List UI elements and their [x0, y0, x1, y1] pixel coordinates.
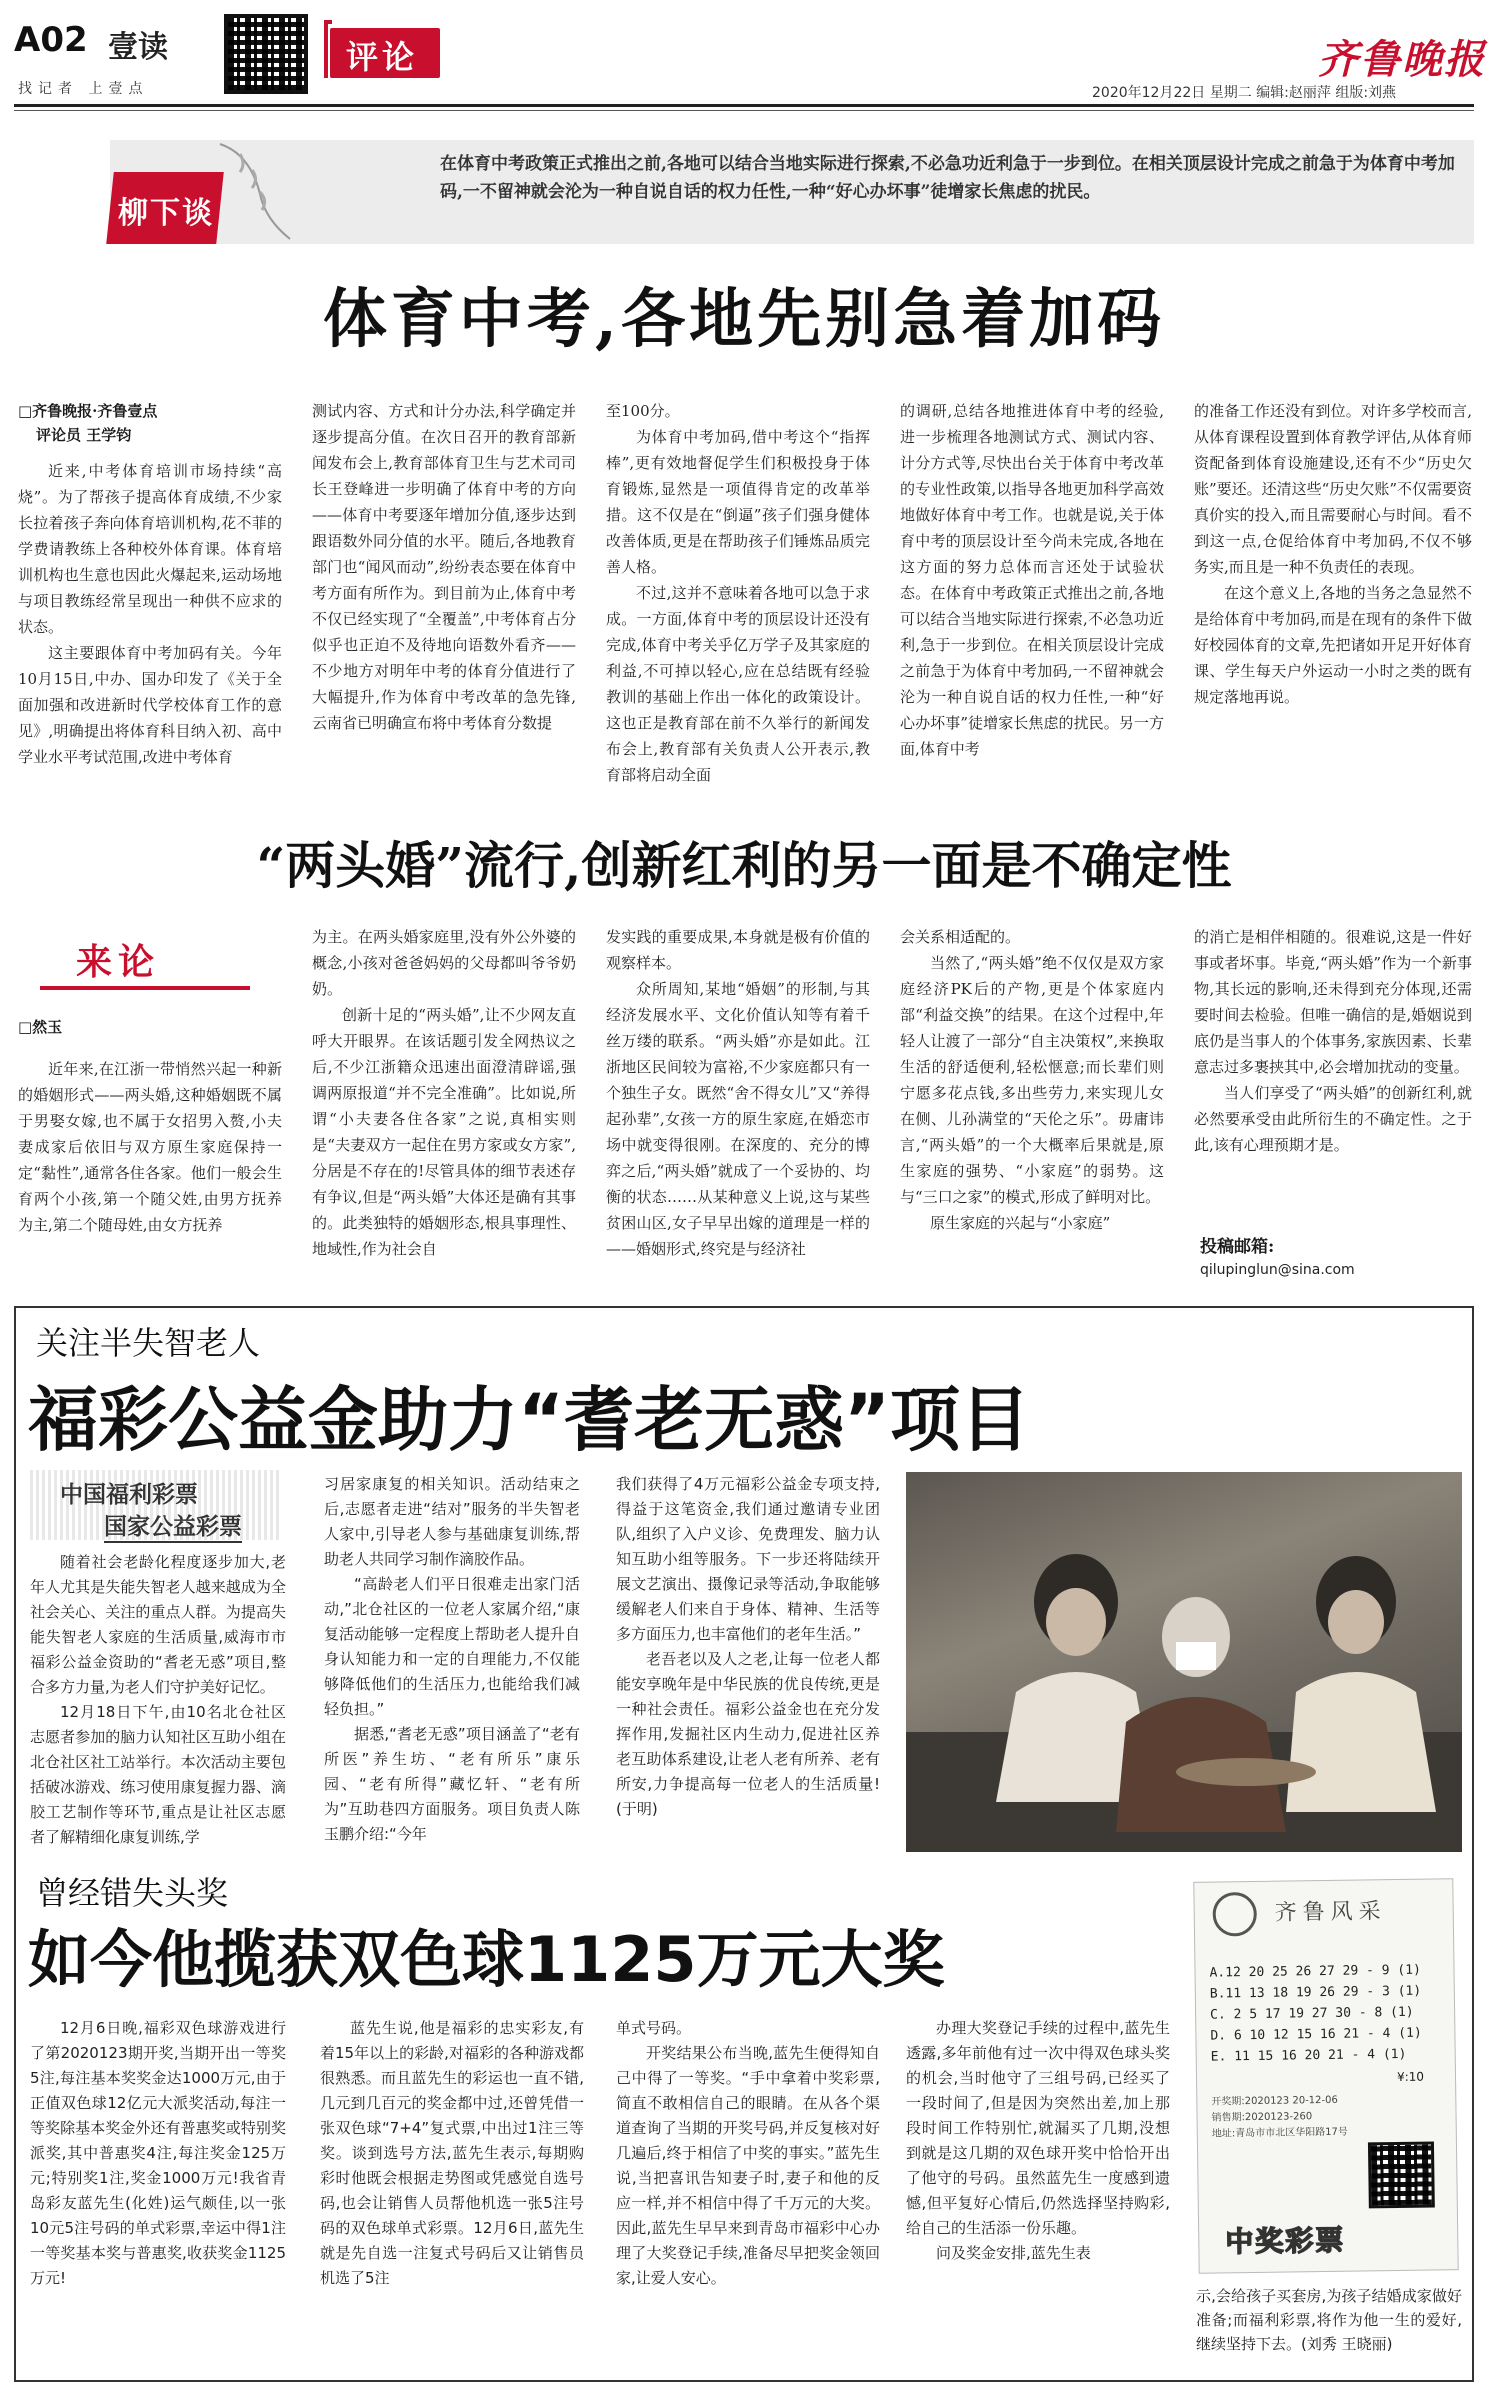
- paragraph: 在这个意义上,各地的当务之急显然不是给体育中考加码,而是在现有的条件下做好校园体育的文章,先把诸如开足开好体育课、学生每天户外运动一小时之类的既有规定落地再说。: [1194, 584, 1472, 706]
- tagline: 找记者 上壹点: [18, 81, 149, 97]
- paragraph: 问及奖金安排,蓝先生表: [936, 2244, 1091, 2262]
- banner-summary: 在体育中考政策正式推出之前,各地可以结合当地实际进行探索,不必急功近利急于一步到位。在相关顶层设计完成之前急于为体育中考加码,一不留神就会沦为一种自说自话的权力任性,一种“好心办坏事”徒增家长焦虑的扰民。: [440, 154, 1455, 202]
- ticket-total: ¥:10: [1396, 2069, 1425, 2085]
- paragraph: 开奖结果公布当晚,蓝先生便得知自己中得了一等奖。“手中拿着中奖彩票,简直不敢相信自己的眼睛。在从各个渠道查询了当期的开奖号码,并反复核对好几遍后,终于相信了中奖的事实。”蓝先生说,当把喜讯告知妻子时,妻子和他的反应一样,并不相信中得了千万元的大奖。因此,蓝先生早早来到青岛市福彩中心办理了大奖登记手续,准备尽早把奖金领回家,让爱人安心。: [616, 2044, 880, 2287]
- article4-col1: [30, 2016, 286, 2291]
- contact-email[interactable]: qilupinglun@sina.com: [1200, 1262, 1355, 1278]
- page-number: A02: [14, 20, 88, 60]
- masthead-rule: [14, 104, 1474, 107]
- article1-byline-2: 评论员 王学钧: [36, 426, 132, 444]
- lottery-ticket: [1193, 1878, 1458, 2274]
- article2-label: 来论: [76, 941, 161, 983]
- ticket-qr-icon: [1368, 2141, 1435, 2208]
- article4-kicker: 曾经错失头奖: [36, 1874, 229, 1912]
- ticket-row: D. 6 10 12 15 16 21 - 4 (1): [1210, 2025, 1422, 2044]
- article1-col3: [606, 398, 870, 788]
- paragraph: 当人们享受了“两头婚”的创新红利,就必然要承受由此所衍生的不确定性。之于此,该有心理预期才是。: [1194, 1084, 1472, 1154]
- paragraph: 近年来,在江浙一带悄然兴起一种新的婚姻形式——两头婚,这种婚姻既不属于男娶女嫁,也不属于女招男入赘,小夫妻成家后依旧与双方原生家庭保持一定“黏性”,通常各住各家。他们一般会生育两个小孩,第一个随父姓,由男方抚养为主,第二个随母姓,由女方抚养: [18, 1060, 282, 1234]
- article3-col2: [324, 1472, 580, 1847]
- paragraph: 测试内容、方式和计分办法,科学确定并逐步提高分值。在次日召开的教育部新闻发布会上,教育部体育卫生与艺术司司长王登峰进一步明确了体育中考的方向——体育中考要逐年增加分值,逐步达到跟语数外同分值的水平。随后,各地教育部门也“闻风而动”,纷纷表态要在体育中考方面有所作为。到目前为止,体育中考不仅已经实现了“全覆盖”,中考体育占分似乎也正迫不及待地向语数外看齐——不少地方对明年中考的体育分值进行了大幅提升,作为体育中考改革的急先锋,云南省已明确宣布将中考体育分数提: [312, 402, 576, 732]
- paragraph: 这主要跟体育中考加码有关。今年10月15日,中办、国办印发了《关于全面加强和改进新时代学校体育工作的意见》,明确提出将体育科目纳入初、高中学业水平考试范围,改进中考体育: [18, 644, 282, 766]
- article4-col4: [906, 2016, 1170, 2266]
- paragraph: 创新十足的“两头婚”,让不少网友直呼大开眼界。在该话题引发全网热议之后,不少江浙籍众迅速出面澄清辟谣,强调两原报道“并不完全准确”。比如说,所谓“小夫妻各住各家”之说,真相实则是“夫妻双方一起住在男方家或女方家”,分居是不存在的!尽管具体的细节表述存有争议,但是“两头婚”大体还是确有其事的。此类独特的婚姻形态,根具事理性、地域性,作为社会自: [312, 1006, 576, 1258]
- article2-col4: [900, 924, 1164, 1236]
- paragraph: 的消亡是相伴相随的。很难说,这是一件好事或者坏事。毕竟,“两头婚”作为一个新事物,其长远的影响,还未得到充分体现,还需要时间去检验。但唯一确信的是,婚姻说到底仍是当事人的个体事务,家族因素、长辈意志过多裹挟其中,必会增加扰动的变量。: [1194, 928, 1472, 1076]
- paragraph: 蓝先生说,他是福彩的忠实彩友,有着15年以上的彩龄,对福彩的各种游戏都很熟悉。而且蓝先生的彩运也一直不错,几元到几百元的奖金都中过,还曾凭借一张双色球“7+4”复式票,中出过1注三等奖。谈到选号方法,蓝先生表示,每期购彩时他既会根据走势图或凭感觉自选号码,也会让销售人员帮他机选一张5注号码的双色球单式彩票。12月6日,蓝先生就是先自选一注复式号码后又让销售员机选了5注: [320, 2019, 584, 2287]
- ticket-rows: [1209, 1960, 1422, 2068]
- paragraph: 为体育中考加码,借中考这个“指挥棒”,更有效地督促学生们积极投身于体育锻炼,显然是一项值得肯定的改革举措。这不仅是在“倒逼”孩子们强身健体改善体质,更是在帮助孩子们锤炼品质完善人格。: [606, 428, 870, 576]
- paragraph: 不过,这并不意味着各地可以急于求成。一方面,体育中考的顶层设计还没有完成,体育中考关乎亿万学子及其家庭的利益,不可掉以轻心,应在总结既有经验教训的基础上作出一体化的政策设计。这也正是教育部在前不久举行的新闻发布会上,教育部有关负责人公开表示,教育部将启动全面: [606, 584, 870, 784]
- paragraph: 据悉,“耆老无惑”项目涵盖了“老有所医”养生坊、“老有所乐”康乐园、“老有所得”藏忆轩、“老有所为”互助巷四方面服务。项目负责人陈玉鹏介绍:“今年: [324, 1725, 580, 1843]
- ticket-row: A.12 20 25 26 27 29 - 9 (1): [1209, 1962, 1421, 1981]
- paragraph: 众所周知,某地“婚姻”的形制,与其经济发展水平、文化价值认知等有着千丝万缕的联系。“两头婚”亦是如此。江浙地区民间较为富裕,不少家庭都只有一个独生子女。既然“舍不得女儿”又“养得起孙辈”,女孩一方的原生家庭,在婚恋市场中就变得很刚。在深度的、充分的博弈之后,“两头婚”就成了一个妥协的、均衡的状态……从某种意义上说,这与某些贫困山区,女子早早出嫁的道理是一样的——婚姻形式,终究是与经济社: [606, 980, 870, 1258]
- ticket-stamp: 中奖彩票: [1225, 2223, 1346, 2259]
- paragraph: 习居家康复的相关知识。活动结束之后,志愿者走进“结对”服务的半失智老人家中,引导老人参与基础康复训练,帮助老人共同学习制作滴胶作品。: [324, 1475, 580, 1568]
- paragraph: 会关系相适配的。: [900, 928, 1021, 946]
- article4-headline: 如今他揽获双色球1125万元大奖: [28, 1923, 945, 1996]
- paragraph: 示,会给孩子买套房,为孩子结婚成家做好准备;而福利彩票,将作为他一生的爱好,继续坚持下去。(刘秀 王晓丽): [1196, 2287, 1462, 2353]
- article2-label-rule: [40, 986, 250, 990]
- paragraph: 我们获得了4万元福彩公益金专项支持,得益于这笔资金,我们通过邀请专业团队,组织了入户义诊、免费理发、脑力认知互助小组等服务。下一步还将陆续开展文艺演出、摄像记录等活动,争取能够缓解老人们来自于身体、精神、生活等多方面压力,也丰富他们的老年生活。”: [616, 1475, 880, 1643]
- article2-col5: [1194, 924, 1472, 1158]
- lottery-logo-line1: 中国福利彩票: [60, 1482, 198, 1508]
- article2-byline: □然玉: [18, 1018, 63, 1036]
- article3-col1: [30, 1550, 286, 1850]
- paragraph: 的准备工作还没有到位。对许多学校而言,从体育课程设置到体育教学评估,从体育师资配备到体育设施建设,还有不少“历史欠账”要还。还清这些“历史欠账”不仅需要资真价实的投入,而且需要耐心与时间。看不到这一点,仓促给体育中考加码,不仅不够务实,而且是一种不负责任的表现。: [1194, 402, 1473, 576]
- article2-col1: [18, 1056, 282, 1238]
- ticket-serial: 销售期:2020123-260: [1211, 2111, 1313, 2124]
- paragraph: 老吾老以及人之老,让每一位老人都能安享晚年是中华民族的优良传统,更是一种社会责任。福彩公益金也在充分发挥作用,发掘社区内生动力,促进社区养老互助体系建设,让老人老有所养、老有所安,力争提高每一位老人的生活质量!(于明): [616, 1650, 880, 1818]
- paragraph: 至100分。: [606, 402, 680, 420]
- ticket-sale-date: 开奖期:2020123 20-12-06: [1211, 2094, 1338, 2108]
- article1-headline: 体育中考,各地先别急着加码: [322, 282, 1166, 357]
- date-line: 2020年12月22日 星期二 编辑:赵丽萍 组版:刘燕: [1092, 85, 1397, 101]
- lottery-logo-line2: 国家公益彩票: [104, 1508, 242, 1543]
- paragraph: 的调研,总结各地推进体育中考的经验,进一步梳理各地测试方式、测试内容、计分方式等,尽快出台关于体育中考改革的专业性政策,以指导各地更加科学高效地做好体育中考工作。也就是说,关于体育中考的顶层设计至今尚未完成,各地在这方面的努力总体而言还处于试验状态。在体育中考政策正式推出之前,各地可以结合当地实际进行探索,不必急功近利,急于一步到位。在相关顶层设计完成之前急于为体育中考加码,一不留神就会沦为一种自说自话的权力任性,一种“好心办坏事”徒增家长焦虑的扰民。另一方面,体育中考: [900, 402, 1164, 758]
- article2-col3: [606, 924, 870, 1262]
- paragraph: 单式号码。: [616, 2019, 692, 2037]
- article2-headline: “两头婚”流行,创新红利的另一面是不确定性: [256, 836, 1232, 895]
- ticket-address: 地址:青岛市市北区华阳路17号: [1211, 2126, 1348, 2140]
- ticket-title: 齐鲁风采: [1274, 1899, 1387, 1926]
- article4-col2: [320, 2016, 584, 2291]
- paragraph: 12月6日晚,福彩双色球游戏进行了第2020123期开奖,当期开出一等奖5注,每注基本奖奖金达1000万元,由于正值双色球12亿元大派奖活动,每注一等奖除基本奖金外还有普惠奖或特别奖派奖,其中普惠奖4注,每注奖金125万元;特别奖1注,奖金1000万元!我省青岛彩友蓝先生(化姓)运气颇佳,以一张10元5注号码的单式彩票,幸运中得1注一等奖基本奖与普惠奖,收获奖金1125万元!: [30, 2019, 286, 2287]
- ticket-logo-icon: [1212, 1892, 1257, 1937]
- article1-col1: [18, 458, 282, 770]
- ticket-row: C. 2 5 17 19 27 30 - 8 (1): [1210, 2004, 1414, 2023]
- paragraph: 为主。在两头婚家庭里,没有外公外婆的概念,小孩对爸爸妈妈的父母都叫爷爷奶奶。: [312, 928, 576, 998]
- paragraph: 当然了,“两头婚”绝不仅仅是双方家庭经济PK后的产物,更是个体家庭内部“利益交换”的结果。在这个过程中,年轻人让渡了一部分“自主决策权”,来换取生活的舒适便利,轻松惬意;而长辈们则宁愿多花点钱,多出些劳力,来实现儿女在侧、儿孙满堂的“天伦之乐”。毋庸讳言,“两头婚”的一个大概率后果就是,原生家庭的强势、“小家庭”的弱势。这与“三口之家”的模式,形成了鲜明对比。: [900, 954, 1164, 1206]
- paper-logo: 齐鲁晚报: [1318, 36, 1486, 83]
- paragraph: 发实践的重要成果,本身就是极有价值的观察样本。: [606, 928, 870, 972]
- article4-col5: [1196, 2284, 1462, 2356]
- ticket-row: E. 11 15 16 20 21 - 4 (1): [1210, 2046, 1407, 2065]
- paragraph: “高龄老人们平日很难走出家门活动,”北仓社区的一位老人家属介绍,“康复活动能够一定程度上帮助老人提升自身认知能力和一定的自理能力,不仅能够降低他们的生活压力,也能给我们减轻负担。”: [324, 1575, 580, 1718]
- paragraph: 近来,中考体育培训市场持续“高烧”。为了帮孩子提高体育成绩,不少家长拉着孩子奔向体育培训机构,花不菲的学费请教练上各种校外体育课。体育培训机构也生意也因此火爆起来,运动场地与项目教练经常呈现出一种供不应求的状态。: [18, 462, 282, 636]
- photo-volunteers-elders: [906, 1472, 1462, 1852]
- article3-kicker: 关注半失智老人: [36, 1324, 261, 1362]
- article1-byline-1: □齐鲁晚报·齐鲁壹点: [18, 402, 158, 420]
- paragraph: 12月18日下午,由10名北仓社区志愿者参加的脑力认知社区互助小组在北仓社区社工站举行。本次活动主要包括破冰游戏、练习使用康复握力器、滴胶工艺制作等环节,重点是让社区志愿者了解精细化康复训练,学: [30, 1703, 286, 1846]
- ticket-row: B.11 13 18 19 26 29 - 3 (1): [1209, 1983, 1422, 2002]
- banner-label: 柳下谈: [118, 196, 214, 231]
- article1-col2: [312, 398, 576, 736]
- article1-col4: [900, 398, 1164, 762]
- qr-code-icon: [224, 14, 308, 94]
- masthead-rule-thin: [14, 110, 1474, 111]
- paragraph: 随着社会老龄化程度逐步加大,老年人尤其是失能失智老人越来越成为全社会关心、关注的重点人群。为提高失能失智老人家庭的生活质量,威海市市福彩公益金资助的“耆老无惑”项目,整合多方力量,为老人们守护美好记忆。: [30, 1553, 286, 1696]
- article4-col3: [616, 2016, 880, 2291]
- article1-col5: [1194, 398, 1472, 710]
- article3-headline: 福彩公益金助力“耆老无惑”项目: [28, 1379, 1031, 1461]
- column-name: 评论: [346, 38, 419, 76]
- paragraph: 办理大奖登记手续的过程中,蓝先生透露,多年前他有过一次中得双色球头奖的机会,当时他守了三组号码,已经买了一段时间了,但是因为突然出差,加上那段时间工作特别忙,就漏买了几期,没想到就是这几期的双色球开奖中恰恰开出了他守的号码。虽然蓝先生一度感到遗憾,但平复好心情后,仍然选择坚持购彩,给自己的生活添一份乐趣。: [906, 2019, 1170, 2237]
- paragraph: 原生家庭的兴起与“小家庭”: [930, 1214, 1111, 1232]
- section-name: 壹读: [108, 30, 168, 65]
- column-tab-frame: [324, 20, 332, 78]
- willow-icon: [210, 134, 300, 244]
- contact-label: 投稿邮箱:: [1200, 1237, 1275, 1257]
- article2-col2: [312, 924, 576, 1262]
- article3-col3: [616, 1472, 880, 1822]
